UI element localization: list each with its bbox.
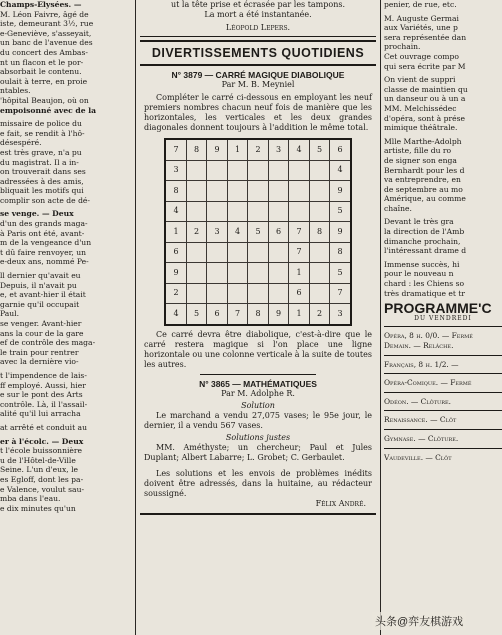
grid-cell: 9 [207, 139, 228, 160]
grid-cell: 4 [165, 201, 186, 222]
grid-cell [207, 263, 228, 284]
magic-square-grid [164, 138, 352, 326]
right-column-line: prochain. [384, 42, 421, 52]
left-column-line: du magistrat. Il a in- [0, 157, 79, 167]
left-column-line: garnie qu'il occupait [0, 299, 80, 309]
grid-cell: 6 [268, 222, 289, 243]
grid-cell: 3 [165, 160, 186, 181]
left-column-line: du concert des Ambas- [0, 47, 88, 57]
problem-1-outro: Ce carré devra être diabolique, c'est-à-dire que le carré restera magique si l'on place une ligne horizontale ou une colonne verticale à la suite de toutes les autres. [144, 329, 372, 369]
grid-cell: 4 [165, 304, 186, 325]
left-column-line: e-deux ans, nommé Pe- [0, 257, 89, 267]
column-rule-right [380, 0, 381, 635]
problem-2-title: N° 3865 — MATHÉMATIQUES [199, 378, 317, 389]
right-column-line: aux Variétés, une p [384, 23, 458, 33]
left-column-line: e-Geneviève, s'asseyait, [0, 28, 92, 38]
grid-cell [186, 181, 207, 202]
grid-cell [248, 160, 269, 181]
grid-cell [207, 201, 228, 222]
grid-row [165, 304, 351, 325]
problem-1-title: N° 3879 — CARRÉ MAGIQUE DIABOLIQUE [171, 70, 345, 80]
section-title: DIVERTISSEMENTS QUOTIDIENS [151, 46, 365, 60]
programme-row-text: Français, 8 h. 1/2. — [384, 359, 459, 369]
grid-cell [186, 201, 207, 222]
problem-2-byline: Par M. Adolphe R. [221, 388, 295, 398]
grid-row [165, 181, 351, 202]
right-column-line: Immense succès, hi [384, 259, 460, 269]
right-column-text [384, 0, 502, 298]
grid-cell [309, 242, 330, 263]
left-column [0, 0, 131, 635]
grid-row [165, 201, 351, 222]
grid-cell: 6 [289, 283, 310, 304]
grid-cell [227, 201, 248, 222]
right-column [384, 0, 502, 635]
grid-cell: 2 [165, 283, 186, 304]
grid-cell [248, 242, 269, 263]
right-column-line: penier, de rue, etc. [384, 0, 457, 9]
grid-cell: 5 [330, 201, 351, 222]
grid-cell: 8 [186, 139, 207, 160]
rule [200, 374, 316, 375]
grid-cell [227, 181, 248, 202]
programme-row-text: Opéra-Comique. — Fermé [384, 378, 472, 388]
rule [140, 40, 376, 42]
programme-row [384, 448, 502, 467]
grid-cell [289, 201, 310, 222]
grid-row [165, 222, 351, 243]
grid-cell [268, 160, 289, 181]
rule [140, 513, 376, 515]
middle-column [140, 0, 376, 635]
grid-cell: 9 [165, 263, 186, 284]
grid-cell: 3 [268, 139, 289, 160]
grid-row [165, 263, 351, 284]
grid-cell [227, 160, 248, 181]
grid-cell: 6 [330, 139, 351, 160]
left-column-line: oulait à terre, en proie [0, 76, 88, 86]
programme-row-subtext: Demain. — Relâche. [384, 341, 454, 350]
left-column-line: un banc de l'avenue des [0, 38, 93, 48]
left-column-line: complir son acte de dé- [0, 195, 90, 205]
left-column-line: se venger. Avant-hier [0, 319, 82, 328]
left-column-line: adressées à des amis, [0, 176, 84, 186]
grid-cell [186, 283, 207, 304]
mid-top-line-2: La mort a été instantanée. [204, 10, 312, 19]
left-column-line: ans la cour de la gare [0, 328, 84, 338]
grid-cell: 4 [227, 222, 248, 243]
solution-text: Le marchand a vendu 27,075 vases; le 95e jour, le dernier, il a vendu 567 vases. [144, 410, 372, 430]
grid-cell [268, 242, 289, 263]
watermark: 头条@弈友棋游戏 [372, 612, 466, 630]
grid-cell: 4 [289, 139, 310, 160]
left-column-line: e dix minutes qu'un [0, 503, 76, 513]
grid-cell: 4 [330, 160, 351, 181]
grid-row [165, 160, 351, 181]
programme-row-text: Opéra, 8 h. 0/0. — Fermé [384, 331, 473, 341]
grid-cell [207, 181, 228, 202]
grid-cell [248, 283, 269, 304]
grid-cell [268, 283, 289, 304]
programme-subtitle: DU VENDREDI [414, 314, 472, 322]
grid-cell [186, 160, 207, 181]
submission-note: Les solutions et les envois de problèmes inédits doivent être adressés, dans la huitaine, au rédacteur soussigné. [144, 468, 372, 498]
left-column-line: se venge. — Deux [0, 209, 74, 219]
left-column-line: bliquait les motifs qui [0, 186, 84, 196]
mid-top-signature: Léopold Lepers. [225, 23, 291, 32]
grid-cell: 2 [186, 222, 207, 243]
right-column-line: de signer son enga [384, 155, 457, 165]
solution-label: Solution [241, 400, 275, 410]
right-column-line: Devant le très gra [384, 217, 454, 227]
grid-row [165, 242, 351, 263]
grid-cell: 8 [248, 304, 269, 325]
problem-1-byline: Par M. B. Meyniel [221, 80, 295, 89]
grid-cell [289, 181, 310, 202]
grid-row [165, 283, 351, 304]
left-column-line: missaire de police du [0, 119, 82, 129]
programme-row [384, 373, 502, 392]
grid-cell: 2 [248, 139, 269, 160]
right-column-line: M. Auguste Germai [384, 13, 459, 23]
right-column-line: Mlle Marthe-Adolph [384, 136, 462, 146]
grid-cell: 9 [330, 181, 351, 202]
left-column-line: t dû faire renvoyer, un [0, 247, 87, 257]
programme-row-text: Renaissance. — Clôt [384, 415, 457, 425]
right-column-line: de septembre au mo [384, 184, 463, 194]
grid-cell: 3 [330, 304, 351, 325]
right-column-line: sera représentée dan [384, 32, 467, 42]
left-column-line: à Paris ont été, avant- [0, 228, 85, 238]
left-column-line: ll dernier qu'avait eu [0, 271, 81, 281]
grid-cell: 7 [289, 222, 310, 243]
left-column-line: m de la vengeance d'un [0, 238, 92, 248]
left-column-line: contrôle. Là, il l'assail- [0, 399, 88, 409]
grid-cell: 3 [207, 222, 228, 243]
right-column-line: pour le nouveau n [384, 269, 454, 279]
rule [140, 64, 376, 66]
grid-cell: 5 [248, 222, 269, 243]
left-column-line: on trouverait dans ses [0, 167, 86, 177]
grid-cell [268, 263, 289, 284]
right-column-line: Amérique, au comme [384, 194, 466, 204]
right-column-line: un danseur ou à un a [384, 94, 466, 104]
grid-cell [186, 242, 207, 263]
grid-cell: 8 [165, 181, 186, 202]
grid-cell: 7 [330, 283, 351, 304]
grid-cell [309, 283, 330, 304]
grid-cell [207, 160, 228, 181]
left-column-line: t l'école buissonnière [0, 446, 83, 456]
grid-cell: 5 [330, 263, 351, 284]
right-column-line: chard : les Chiens so [384, 279, 465, 289]
right-column-line: va entreprendre, en [384, 175, 461, 185]
rule [140, 36, 376, 37]
correct-solutions-text: MM. Améthyste; un chercheur; Paul et Jules Duplant; Albert Labarre; L. Grobet; C. Gerbaulet. [144, 442, 372, 462]
programme-rows [384, 326, 502, 466]
right-column-line: qui sera écrite par M [384, 61, 466, 71]
grid-cell [248, 181, 269, 202]
grid-cell: 6 [207, 304, 228, 325]
programme-row [384, 410, 502, 429]
grid-cell: 2 [309, 304, 330, 325]
grid-row [165, 139, 351, 160]
left-column-line: nt un flacon et le por- [0, 57, 84, 67]
left-column-line: ff employé. Aussi, hier [0, 380, 86, 390]
problem-1-intro: Compléter le carré ci-dessous en employant les neuf premiers nombres chacun neuf fois de manière que les horizontales, les verticales et les deux grandes diagonales donnent toujours à l'addition le même total. [144, 93, 372, 132]
left-column-line: e fait, se rendit à l'hô- [0, 128, 85, 138]
right-column-line: dimanche prochain, [384, 236, 461, 246]
grid-cell: 9 [268, 304, 289, 325]
right-column-line: mimique théâtrale. [384, 123, 458, 133]
right-column-line: artiste, fille du ro [384, 146, 452, 156]
programme-title-rest: 'C [478, 300, 492, 317]
grid-cell [248, 263, 269, 284]
left-column-line: le train pour rentrer [0, 347, 79, 357]
programme-row [384, 429, 502, 448]
programme-row-text: Gymnase. — Clôture. [384, 433, 459, 443]
left-column-line: e sur le pont des Arts [0, 390, 83, 400]
right-column-line: d'opéra, sont à prése [384, 113, 466, 123]
left-column-line: Depuis, il n'avait pu [0, 280, 77, 290]
left-column-line: alité qu'il lui arracha [0, 409, 81, 419]
left-column-line: ef de contrôle des maga- [0, 338, 96, 348]
grid-cell [207, 242, 228, 263]
column-rule-left [135, 0, 136, 635]
grid-cell: 1 [289, 263, 310, 284]
grid-cell [268, 201, 289, 222]
programme-row [384, 392, 502, 411]
right-column-line: On vient de suppri [384, 75, 456, 85]
grid-cell [227, 242, 248, 263]
left-column-line: avec la dernière vio- [0, 357, 79, 367]
left-column-line: empoisonné avec de la [0, 105, 97, 115]
programme-title-text: PROGRAMME [384, 300, 479, 317]
grid-cell [227, 283, 248, 304]
grid-cell: 8 [309, 222, 330, 243]
left-column-line: Champs-Elysées. — [0, 0, 82, 9]
programme-title [384, 300, 502, 317]
grid-cell [309, 263, 330, 284]
grid-cell: 1 [289, 304, 310, 325]
left-column-line: es Egloff, dont les pa- [0, 474, 84, 484]
left-column-line: e Valence, voulut sau- [0, 484, 85, 494]
grid-cell [309, 201, 330, 222]
grid-cell [186, 263, 207, 284]
left-column-line: est très grave, n'a pu [0, 147, 82, 157]
programme-row-text: Odéon. — Clôture. [384, 396, 452, 406]
right-column-line: l'intéressant drame d [384, 246, 467, 256]
right-column-line: Cet ouvrage compo [384, 51, 459, 61]
grid-cell: 6 [165, 242, 186, 263]
right-column-line: chaîne. [384, 203, 412, 213]
left-column-line: u de l'Hôtel-de-Ville [0, 455, 76, 465]
grid-cell [309, 160, 330, 181]
left-column-line: Seine. L'un d'eux, le [0, 465, 79, 475]
grid-cell: 7 [165, 139, 186, 160]
programme-row [384, 355, 502, 374]
left-column-line: er à l'écolc. — Deux [0, 436, 84, 446]
left-column-line: ntables. [0, 86, 31, 96]
left-column-line: désespéré. [0, 138, 42, 148]
grid-cell [289, 160, 310, 181]
right-column-line: Bernhardt pour les d [384, 165, 465, 175]
left-column-line: M. Léon Faivre, âgé de [0, 9, 89, 19]
mid-top-line-1: ut la tête prise et écrasée par les tampons. [170, 0, 346, 9]
left-column-line: 'hôpital Beaujon, où on [0, 95, 89, 105]
grid-cell: 9 [330, 222, 351, 243]
left-column-line: t l'impendence de lais- [0, 370, 87, 380]
problem-2-signature: Félix André. [315, 498, 366, 508]
left-column-line: e, et avant-hier il était [0, 290, 86, 300]
grid-cell [309, 181, 330, 202]
grid-cell: 5 [309, 139, 330, 160]
right-column-line: classe de maintien qu [384, 84, 468, 94]
right-column-line: MM. Melchissédec [384, 103, 457, 113]
grid-cell: 7 [289, 242, 310, 263]
left-column-line: mba dans l'eau. [0, 494, 61, 504]
grid-cell [248, 201, 269, 222]
grid-cell [207, 283, 228, 304]
programme-row [384, 326, 502, 354]
grid-cell [268, 181, 289, 202]
left-column-line: at arrêté et conduit au [0, 422, 87, 432]
right-column-line: très dramatique et tr [384, 288, 466, 298]
left-column-line: Paul. [0, 309, 20, 319]
left-column-line: absorbait le contenu. [0, 67, 82, 77]
left-column-line: iste, demeurant 3½, rue [0, 19, 94, 29]
magic-square-wrapper [140, 138, 376, 326]
left-column-line: d'un des grands maga- [0, 219, 88, 229]
grid-cell [227, 263, 248, 284]
right-column-line: la direction de l'Amb [384, 227, 465, 237]
correct-solutions-label: Solutions justes [225, 432, 291, 442]
grid-cell: 8 [330, 242, 351, 263]
grid-cell: 7 [227, 304, 248, 325]
grid-cell: 1 [165, 222, 186, 243]
programme-row-text: Vaudeville. — Clôt [384, 452, 452, 462]
grid-cell: 5 [186, 304, 207, 325]
grid-cell: 1 [227, 139, 248, 160]
